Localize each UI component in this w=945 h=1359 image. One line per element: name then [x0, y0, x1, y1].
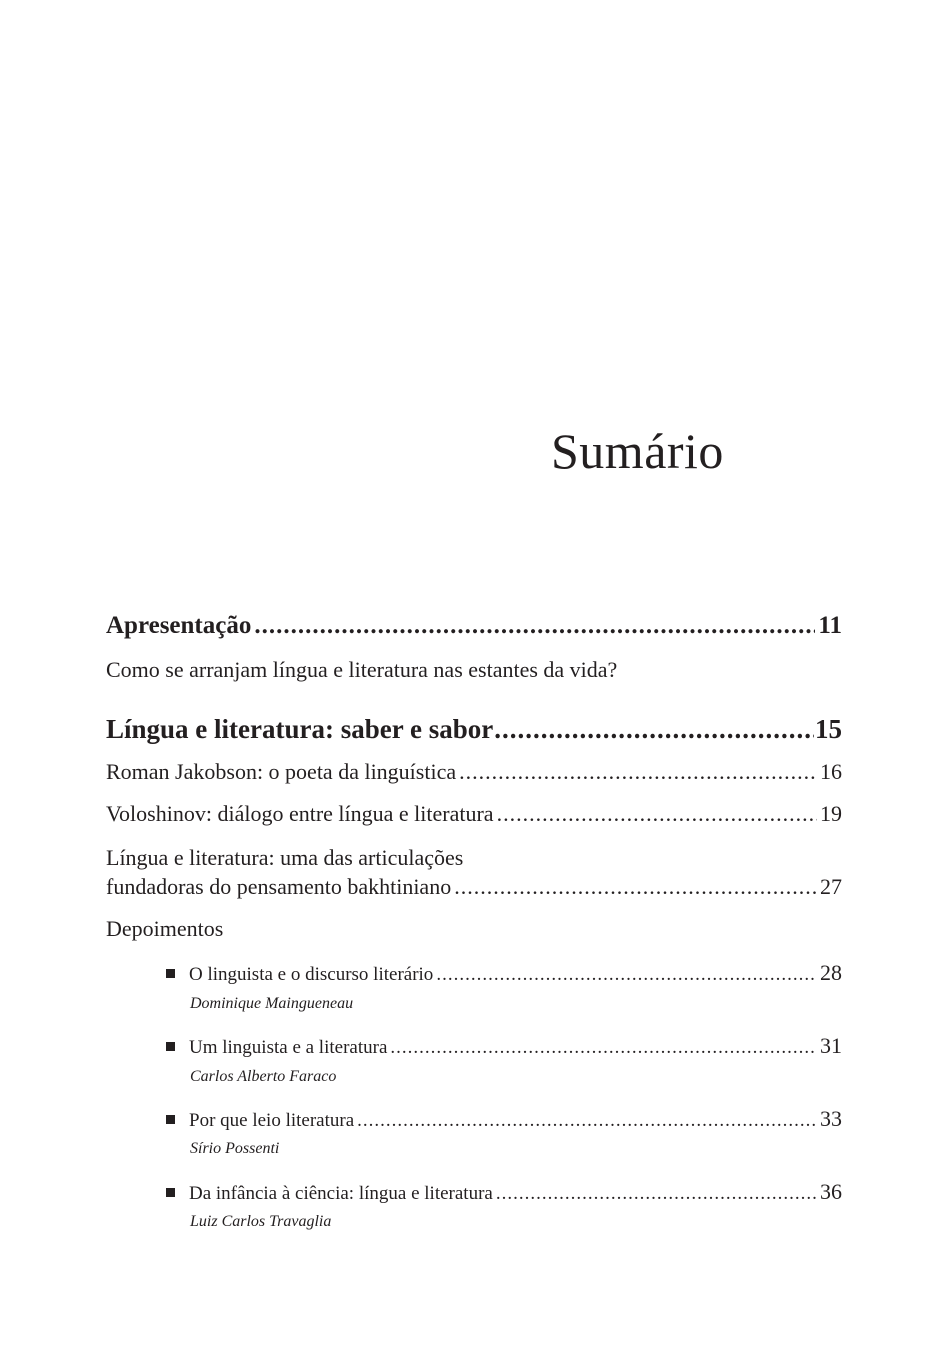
toc-page-number: 33	[820, 1106, 842, 1131]
dot-leader	[454, 874, 817, 900]
dot-leader	[357, 1110, 817, 1132]
dot-leader	[494, 714, 814, 745]
toc-entry-author: Sírio Possenti	[190, 1140, 280, 1157]
toc-entry-label: Roman Jakobson: o poeta da linguística	[106, 759, 457, 784]
toc-page-number: 28	[820, 960, 842, 985]
toc-entry-label: Um linguista e a literatura	[189, 1037, 388, 1058]
toc-page-number: 27	[820, 874, 842, 899]
toc-entry-chapter[interactable]	[106, 874, 842, 900]
toc-entry-chapter[interactable]	[106, 801, 842, 827]
dot-leader	[436, 964, 817, 986]
toc-entry-label: O linguista e o discurso literário	[189, 964, 434, 985]
toc-entry-depoimento[interactable]	[166, 1033, 842, 1059]
dot-leader	[390, 1037, 817, 1059]
toc-page-number: 31	[820, 1033, 842, 1058]
page-title: Sumário	[551, 423, 724, 479]
dot-leader	[254, 612, 815, 640]
toc-entry-author: Luiz Carlos Travaglia	[190, 1213, 332, 1230]
toc-entry-label: Voloshinov: diálogo entre língua e literatura	[106, 801, 494, 826]
toc-entry-author: Dominique Maingueneau	[190, 995, 354, 1012]
toc-entry-label: Apresentação	[106, 612, 252, 639]
toc-page-number: 16	[820, 759, 842, 784]
toc-entry-label: fundadoras do pensamento bakhtiniano	[106, 874, 452, 899]
dot-leader	[497, 801, 817, 827]
toc-entry-chapter[interactable]	[106, 759, 842, 785]
section-heading-depoimentos: Depoimentos	[106, 916, 224, 941]
toc-entry-depoimento[interactable]	[166, 1106, 842, 1132]
square-bullet-icon	[166, 1115, 175, 1124]
dot-leader	[459, 759, 817, 785]
toc-page-number: 36	[820, 1179, 842, 1204]
toc-entry-label: Por que leio literatura	[189, 1110, 355, 1131]
toc-page-number: 11	[818, 612, 842, 639]
square-bullet-icon	[166, 969, 175, 978]
toc-entry-subtitle: Como se arranjam língua e literatura nas estantes da vida?	[106, 657, 618, 682]
toc-entry-author: Carlos Alberto Faraco	[190, 1068, 337, 1085]
toc-entry-part[interactable]	[106, 714, 842, 745]
toc-entry-apresentacao[interactable]	[106, 612, 842, 640]
toc-page-number: 19	[820, 801, 842, 826]
toc-entry-depoimento[interactable]	[166, 1179, 842, 1205]
toc-entry-label: Língua e literatura: saber e sabor	[106, 714, 494, 744]
toc-entry-label: Da infância à ciência: língua e literatura	[189, 1183, 493, 1204]
toc-page-number: 15	[815, 714, 842, 744]
dot-leader	[496, 1183, 817, 1205]
square-bullet-icon	[166, 1188, 175, 1197]
toc-entry-label-line1: Língua e literatura: uma das articulações	[106, 845, 464, 870]
toc-entry-depoimento[interactable]	[166, 960, 842, 986]
square-bullet-icon	[166, 1042, 175, 1051]
